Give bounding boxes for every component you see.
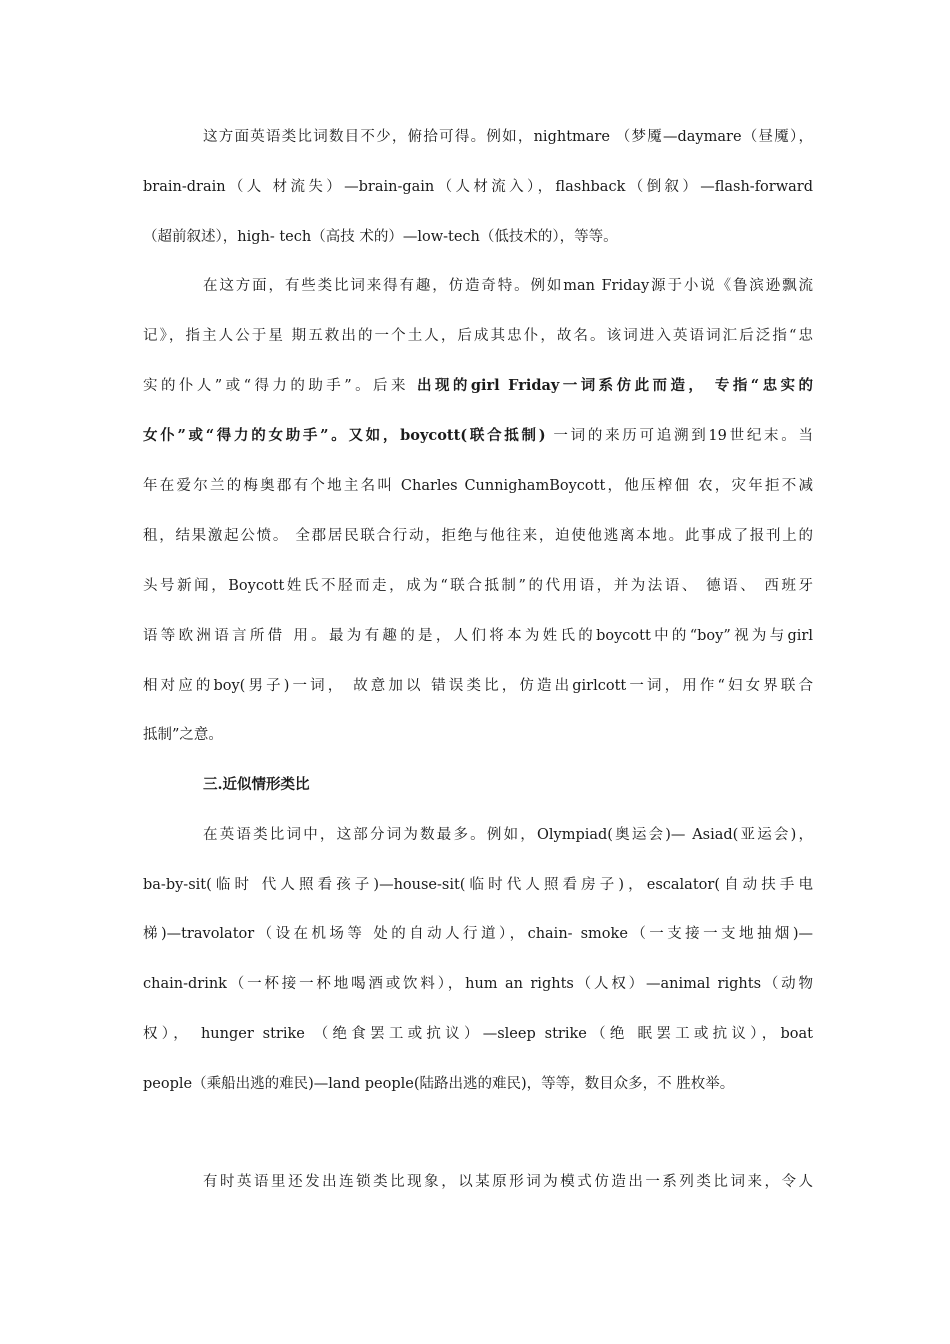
paragraph-2-line-8: 语等欧洲语言所借 用。最为有趣的是，人们将本为姓氏的boycott中的“boy”视为与girl [143,628,813,644]
paragraph-4-line-1: 有时英语里还发出连锁类比现象，以某原形词为模式仿造出一系列类比词来，令人 [203,1174,813,1190]
paragraph-1-line-2: brain-drain（人 材流失）—brain-gain（人材流入），flashback（倒叙）—flash-forward [143,179,813,195]
paragraph-2-line-2: 记》，指主人公于星 期五救出的一个土人，后成其忠仆，故名。该词进入英语词汇后泛指“忠 [143,328,813,344]
paragraph-2-line-9: 相对应的boy(男子)一词， 故意加以 错误类比，仿造出girlcott一词，用作“妇女界联合 [143,678,813,694]
paragraph-1-line-3: （超前叙述），high- tech（高技 术的）—low-tech（低技术的），等等。 [143,229,618,245]
paragraph-3-line-5: 权）， hunger strike （绝食罢工或抗议）—sleep strike（绝 眠罢工或抗议），boat [143,1026,813,1042]
paragraph-2-line-4-normal: 一词的来历可追溯到19世纪末。当 [553,428,813,444]
paragraph-2-line-4-bold: 女仆”或“得力的女助手”。又如，boycott(联合抵制) [143,427,554,444]
paragraph-3-line-2: ba-by-sit(临时 代人照看孩子)—house-sit(临时代人照看房子)，escalator(自动扶手电 [143,877,813,893]
paragraph-2-line-1: 在这方面，有些类比词来得有趣，仿造奇特。例如man Friday源于小说《鲁滨逊飘流 [203,278,813,294]
paragraph-2-line-3-normal: 实的仆人”或“得力的助手”。后来 [143,378,418,394]
paragraph-2-line-7: 头号新闻，Boycott姓氏不胫而走，成为“联合抵制”的代用语，并为法语、 德语、 西班牙 [143,578,813,594]
paragraph-2-line-3 [143,376,813,396]
paragraph-2-line-3-bold: 出现的girl Friday一词系仿此而造， 专指“忠实的 [417,377,813,394]
paragraph-2-line-4 [143,426,813,446]
paragraph-1-line-1: 这方面英语类比词数目不少，俯拾可得。例如，nightmare （梦魇—daymare（昼魇）， [203,129,813,145]
paragraph-3-line-4: chain-drink（一杯接一杯地喝酒或饮料），hum an rights（人权）—animal rights（动物 [143,976,813,992]
paragraph-2-line-5: 年在爱尔兰的梅奥郡有个地主名叫 Charles CunnighamBoycott，他压榨佃 农，灾年拒不减 [143,478,813,494]
paragraph-3-line-1: 在英语类比词中，这部分词为数最多。例如，Olympiad(奥运会)— Asiad(亚运会)， [203,827,813,843]
paragraph-3-line-3: 梯)—travolator（设在机场等 处的自动人行道），chain- smoke（一支接一支地抽烟)— [143,926,813,942]
paragraph-3-line-6: people（乘船出逃的难民)—land people(陆路出逃的难民)，等等，数目众多，不 胜枚举。 [143,1076,735,1092]
paragraph-2-line-6: 租，结果激起公愤。 全郡居民联合行动，拒绝与他往来，迫使他逃离本地。此事成了报刊上的 [143,528,813,544]
paragraph-2-line-10: 抵制”之意。 [143,727,223,743]
section-heading: 三.近似情形类比 [203,776,310,793]
